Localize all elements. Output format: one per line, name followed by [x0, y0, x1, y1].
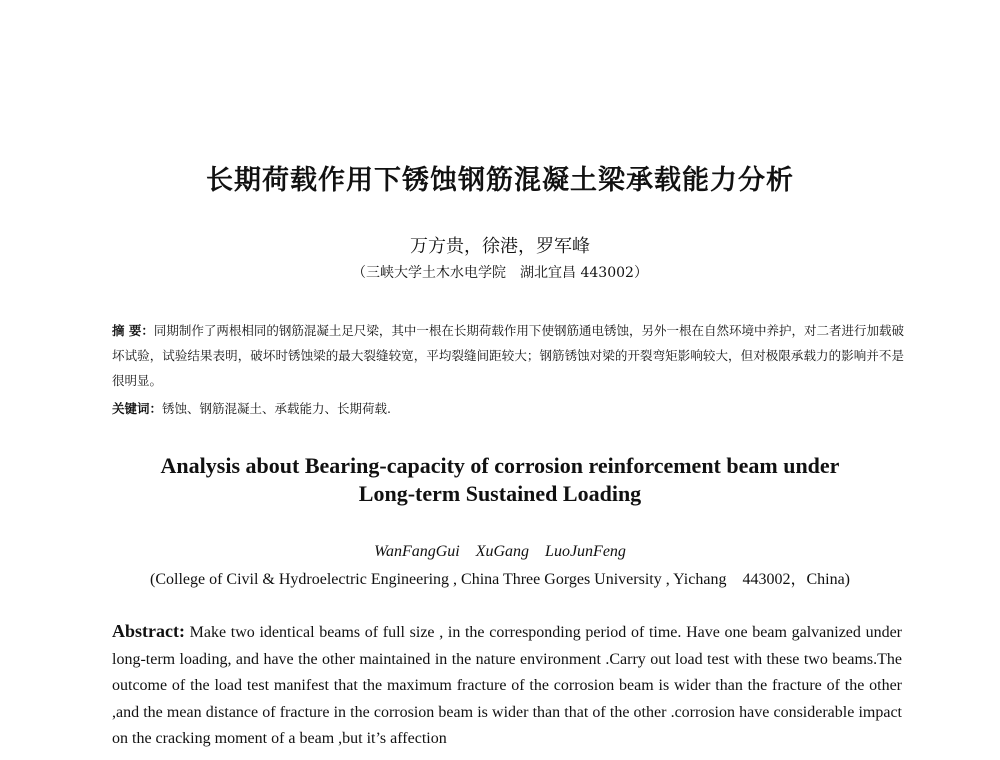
chinese-keywords	[112, 396, 904, 421]
chinese-abstract-text: 同期制作了两根相同的钢筋混凝土足尺梁，其中一根在长期荷载作用下使钢筋通电锈蚀，另外一根在自然环境中养护，对二者进行加载破坏试验，试验结果表明，破坏时锈蚀梁的最大裂缝较宽，平均裂缝间距较大；钢筋锈蚀对梁的开裂弯矩影响较大，但对极限承载力的影响并不是很明显。	[112, 323, 904, 388]
chinese-abstract-label: 摘 要：	[112, 323, 154, 338]
english-abstract-label: Abstract:	[112, 621, 185, 641]
chinese-keywords-label: 关键词：	[112, 401, 163, 416]
english-authors: WanFangGui XuGang LuoJunFeng	[374, 543, 626, 560]
chinese-title: 长期荷载作用下锈蚀钢筋混凝土梁承载能力分析	[206, 165, 794, 196]
chinese-affiliation: （三峡大学土木水电学院 湖北宜昌 443002）	[352, 265, 648, 281]
english-title	[0, 452, 1000, 508]
chinese-abstract	[112, 318, 904, 393]
chinese-authors: 万方贵，徐港，罗军峰	[410, 236, 590, 257]
english-title-line2: Long-term Sustained Loading	[358, 481, 642, 506]
english-abstract-text: Make two identical beams of full size , in the corresponding period of time. Have one beam galvanized under long-term loading, and have the other maintained in the nature environment .Carry out load test with these two beams.The outcome of the load test manifest that the maximum fracture of the corrosion beam is wider than the fracture of the other ,and the mean distance of fracture in the corrosion beam is wider than that of the other .corrosion have considerable impact on the cracking moment of a beam ,but it’s affection	[112, 624, 903, 747]
english-abstract	[112, 618, 902, 753]
chinese-keywords-text: 锈蚀、钢筋混凝土、承载能力、长期荷载.	[162, 401, 391, 416]
english-affiliation: (College of Civil & Hydroelectric Engineering , China Three Gorges University , Yichang 443002，China)	[150, 571, 850, 588]
english-title-line1: Analysis about Bearing-capacity of corrosion reinforcement beam under	[160, 453, 840, 478]
